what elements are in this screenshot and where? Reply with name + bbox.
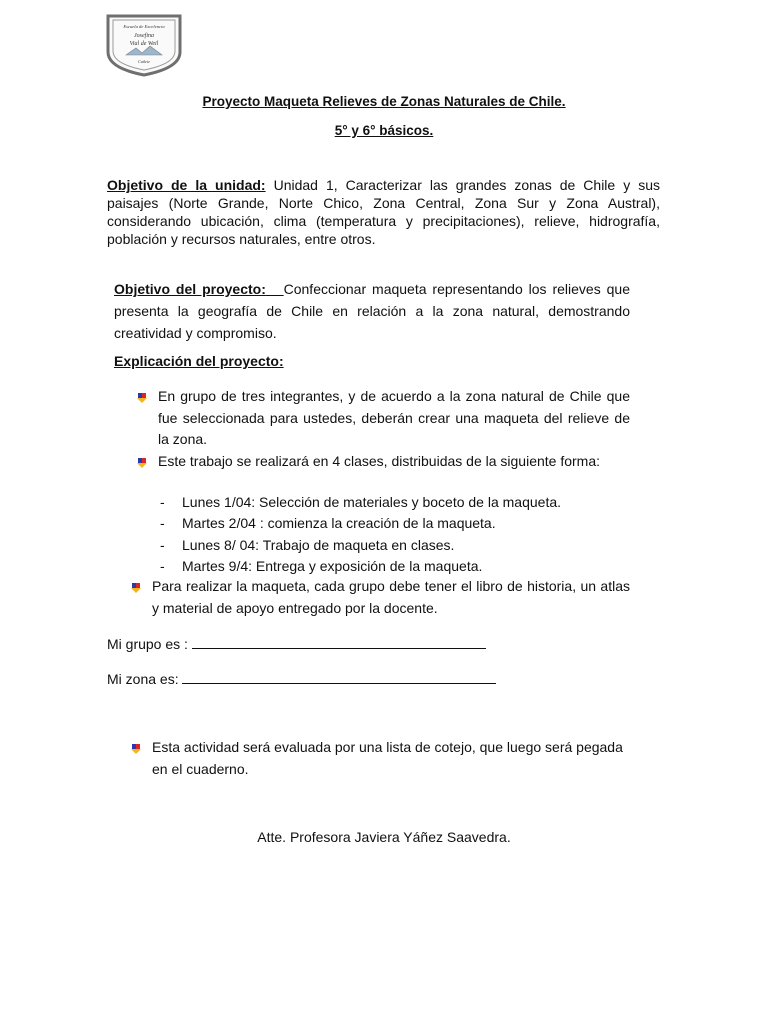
multicolor-arrow-bullet-icon [136,457,148,469]
bullet-item-3: Para realizar la maqueta, cada grupo debe tener el libro de historia, un atlas y material de apoyo entregado por la docente. [152,578,630,616]
dash-marker: - [160,537,165,553]
dash-marker: - [160,515,165,531]
dash-marker: - [160,558,165,574]
schedule-item-text: Martes 2/04 : comienza la creación de la maqueta. [182,515,496,531]
logo-line-4: Cañete [138,59,150,64]
multicolor-arrow-bullet-icon [130,743,142,755]
objetivo-proyecto-label: Objetivo del proyecto: [114,281,266,297]
schedule-item-3 [160,535,454,556]
grupo-field [107,634,486,652]
schedule-item-text: Martes 9/4: Entrega y exposición de la maqueta. [182,558,483,574]
school-crest-icon [104,12,184,78]
multicolor-arrow-bullet-icon [136,392,148,404]
document-title: Proyecto Maqueta Relieves de Zonas Naturales de Chile. [202,94,566,109]
schedule-item-2 [160,513,496,534]
bullet-item-2: Este trabajo se realizará en 4 clases, distribuidas de la siguiente forma: [158,453,601,469]
logo-line-3: Vial de Weil [129,41,159,47]
explicacion-heading: Explicación del proyecto: [114,353,284,369]
zona-label: Mi zona es: [107,671,179,687]
zona-blank-line[interactable] [182,669,496,684]
objetivo-proyecto [114,278,630,344]
schedule-item-text: Lunes 8/ 04: Trabajo de maqueta en clases. [182,537,455,553]
signature-line: Atte. Profesora Javiera Yáñez Saavedra. [257,829,511,845]
schedule-item-1 [160,492,561,513]
schedule-item-4 [160,556,482,577]
evaluacion-item: Esta actividad será evaluada por una lista de cotejo, que luego será pegada en el cuaderno. [152,739,623,777]
grupo-label: Mi grupo es : [107,636,188,652]
dash-marker: - [160,494,165,510]
document-subtitle: 5° y 6° básicos. [334,123,434,138]
logo-line-1: Escuela de Excelencia [123,24,165,29]
zona-field [107,669,496,687]
objetivo-unidad-label: Objetivo de la unidad: [107,177,266,193]
objetivo-unidad [107,176,660,248]
bullet-item-1: En grupo de tres integrantes, y de acuerdo a la zona natural de Chile que fue seleccionada para ustedes, deberán crear una maqueta del relieve de la zona. [158,388,630,447]
objetivo-unidad-text: Unidad 1, Caracterizar las grandes zonas de Chile y sus paisajes (Norte Grande, Norte Chico, Zona Central, Zona Sur y Zona Austral), considerando ubicación, clima (temperatura y precipitaciones), relieve, hidrografía, población y recursos naturales, entre otros. [107,177,660,247]
grupo-blank-line[interactable] [192,634,486,649]
objetivo-proyecto-text: Confeccionar maqueta representando los relieves que presenta la geografía de Chile en relación a la zona natural, demostrando creatividad y compromiso. [114,281,630,341]
logo-line-2: Josefina [134,33,154,39]
multicolor-arrow-bullet-icon [130,582,142,594]
schedule-item-text: Lunes 1/04: Selección de materiales y boceto de la maqueta. [182,494,562,510]
